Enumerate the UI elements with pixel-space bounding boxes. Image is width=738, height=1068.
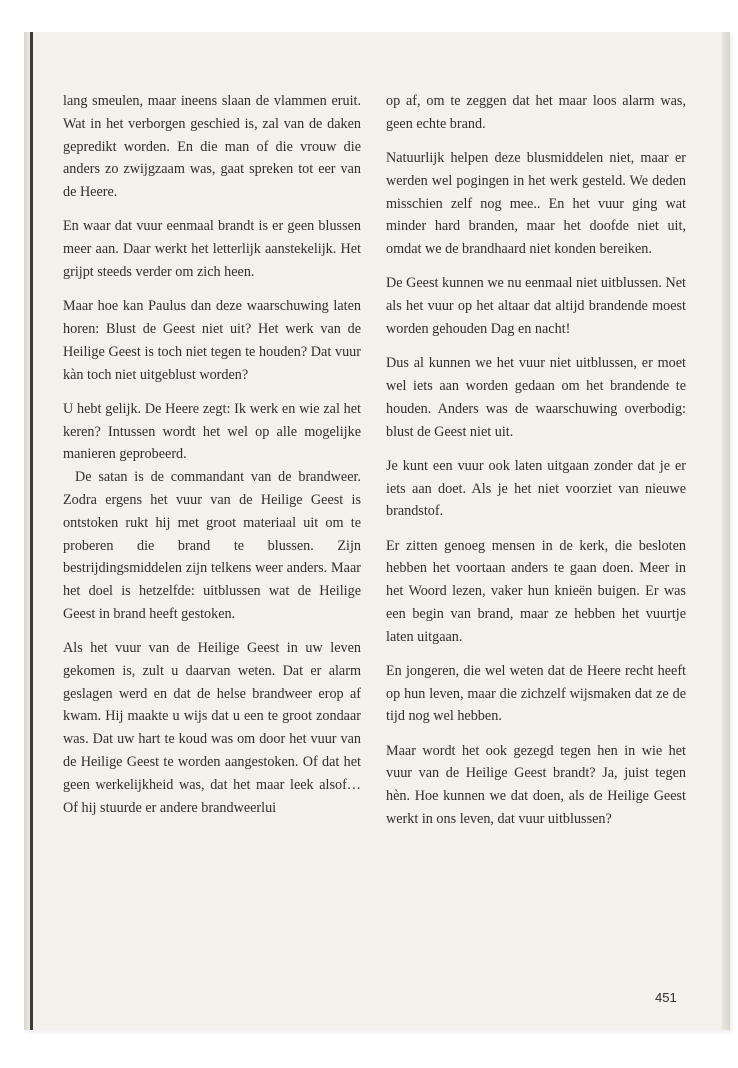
right-text-column — [386, 90, 686, 842]
paragraph: En waar dat vuur eenmaal brandt is er geen blussen meer aan. Daar werkt het letterlijk aanstekelijk. Het grijpt steeds verder om zich heen. — [63, 218, 361, 280]
paragraph: De satan is de commandant van de brandweer. Zodra ergens het vuur van de Heilige Geest is ontstoken rukt hij met groot materiaal uit om te proberen die brand te blussen. Zijn bestrijdingsmiddelen zijn telkens weer anders. Maar het doel is hetzelfde: uitblussen wat de Heilige Geest in brand heeft gestoken. — [63, 469, 361, 622]
page-right-edge — [722, 32, 730, 1030]
paragraph: Je kunt een vuur ook laten uitgaan zonder dat je er iets aan doet. Als je het niet voorziet van nieuwe brandstof. — [386, 457, 686, 520]
paragraph: Natuurlijk helpen deze blusmiddelen niet, maar er werden wel pogingen in het werk gesteld. We deden misschien zelf nog mee.. En het vuur ging wat minder hard branden, maar het doofde niet uit, omdat we de brandhaard niet konden bereiken. — [386, 149, 686, 258]
page-number: 451 — [655, 990, 677, 1005]
paragraph: Maar hoe kan Paulus dan deze waarschuwing laten horen: Blust de Geest niet uit? Het werk van de Heilige Geest is toch niet tegen te houden? Dat vuur kàn toch niet uitgeblust worden? — [63, 298, 361, 383]
paragraph: Maar wordt het ook gezegd tegen hen in wie het vuur van de Heilige Geest brandt? Ja, juist tegen hèn. Hoe kunnen we dat doen, als de Heilige Geest werkt in ons leven, dat vuur uitblussen? — [386, 742, 686, 828]
paragraph: Dus al kunnen we het vuur niet uitblussen, er moet wel iets aan worden gedaan om het brandende te houden. Anders was de waarschuwing overbodig: blust de Geest niet uit. — [386, 355, 686, 440]
paragraph: Als het vuur van de Heilige Geest in uw leven gekomen is, zult u daarvan weten. Dat er alarm geslagen werd en dat de helse brandweer erop af kwam. Hij maakte u wijs dat u een te groot zondaar was. Dat uw hart te koud was om door het vuur van de Heilige Geest te worden aangestoken. Of dat het geen werkelijkheid was, dat het maar leek alsof… Of hij stuurde er andere brandweerlui — [63, 640, 361, 816]
paragraph: U hebt gelijk. De Heere zegt: Ik werk en wie zal het keren? Intussen wordt het wel op alle mogelijke manieren geprobeerd. — [63, 400, 361, 463]
paragraph: Er zitten genoeg mensen in de kerk, die besloten hebben het voortaan anders te gaan doen. Meer in het Woord lezen, vaker hun knieën buigen. Er was een begin van brand, maar ze hebben het vuurtje laten uitgaan. — [386, 537, 686, 645]
left-text-column — [63, 90, 361, 831]
paragraph: lang smeulen, maar ineens slaan de vlammen eruit. Wat in het verborgen geschied is, zal van de daken gepredikt worden. En die man of die vrouw die anders zo zwijgzaam was, gaat spreken tot eer van de Heere. — [63, 93, 361, 201]
book-binding-edge — [30, 32, 33, 1030]
paragraph: op af, om te zeggen dat het maar loos alarm was, geen echte brand. — [386, 93, 686, 132]
paragraph: En jongeren, die wel weten dat de Heere recht heeft op hun leven, maar die zichzelf wijsmaken dat ze de tijd nog wel hebben. — [386, 662, 686, 725]
paragraph: De Geest kunnen we nu eenmaal niet uitblussen. Net als het vuur op het altaar dat altijd brandende moest worden gehouden Dag en nacht! — [386, 275, 686, 337]
